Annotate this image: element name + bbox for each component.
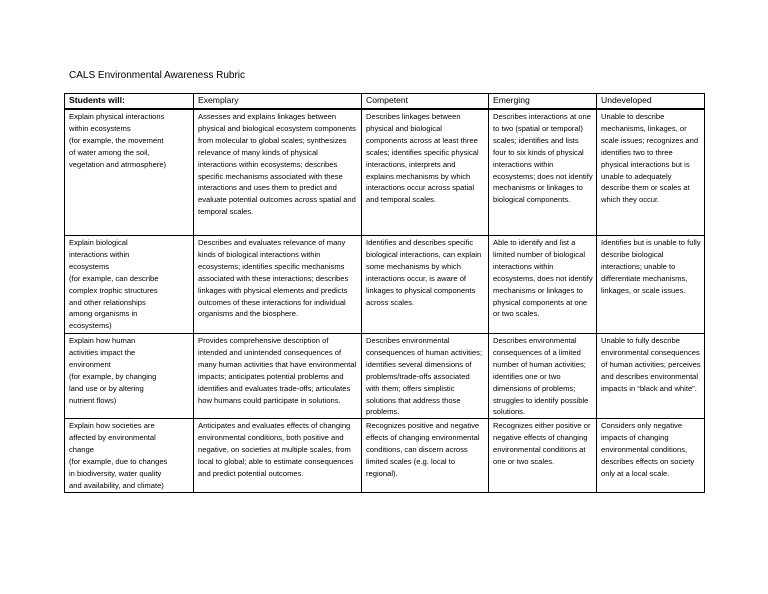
criterion-line: and other relationships bbox=[69, 297, 146, 307]
cell-competent: Describes linkages between physical and biological components across at least three scales; identifies specific physical interactions, interprets and explains mechanisms by which interactions occur across spatial and temporal scales. bbox=[362, 109, 489, 236]
criterion-line: of water among the soil, bbox=[69, 147, 150, 157]
criterion-line: environment bbox=[69, 359, 111, 369]
criterion-line: land use or by altering bbox=[69, 383, 144, 393]
row-criterion bbox=[65, 236, 194, 334]
criterion-line: ecosystems) bbox=[69, 321, 112, 331]
criterion-line: Explain how human bbox=[69, 336, 136, 345]
cell-competent: Recognizes positive and negative effects of changing environmental conditions, can discern across limited scales (e.g. local to regional). bbox=[362, 419, 489, 492]
criterion-line: ecosystems bbox=[69, 261, 110, 271]
criterion-line: within ecosystems bbox=[69, 123, 131, 133]
criterion-line: complex trophic structures bbox=[69, 285, 158, 295]
header-students-will: Students will: bbox=[65, 94, 194, 110]
cell-emerging: Describes interactions at one to two (spatial or temporal) scales; identifies and lists four to six kinds of physical interactions within ecosystems; does not identify mechanisms or linkages to biological components. bbox=[489, 109, 597, 236]
row-criterion bbox=[65, 334, 194, 419]
criterion-line: nutrient flows) bbox=[69, 395, 117, 405]
criterion-line: change bbox=[69, 445, 94, 455]
cell-exemplary: Assesses and explains linkages between physical and biological ecosystem components from molecular to global scales; synthesizes relevance of many kinds of physical interactions within ecosystems; describes specific mechanisms associated with these interactions and uses them to predict and evaluate potential outcomes across spatial and temporal scales. bbox=[194, 109, 362, 236]
cell-competent: Describes environmental consequences of human activities; identifies several dimensions of problems/trade-offs associated with them; offers simplistic solutions that address those problems. bbox=[362, 334, 489, 419]
cell-exemplary: Anticipates and evaluates effects of changing environmental conditions, both positive and negative, on societies at multiple scales, from local to global; able to estimate consequences and predict potential outcomes. bbox=[194, 419, 362, 492]
rubric-table bbox=[64, 93, 705, 493]
criterion-line: (for example, can describe bbox=[69, 273, 159, 283]
header-exemplary: Exemplary bbox=[194, 94, 362, 110]
criterion-line: activities impact the bbox=[69, 347, 136, 357]
cell-emerging: Describes environmental consequences of a limited number of human activities; identifies one or two dimensions of problems; struggles to identify possible solutions. bbox=[489, 334, 597, 419]
criterion-line: vegetation and atrmosphere) bbox=[69, 159, 167, 169]
cell-undeveloped: Considers only negative impacts of changing environmental conditions, describes effects on society only at a local scale. bbox=[597, 419, 705, 492]
table-row bbox=[65, 334, 705, 419]
criterion-line: Explain biological bbox=[69, 238, 128, 247]
cell-undeveloped: Identifies but is unable to fully describe biological interactions; unable to differentiate mechanisms, linkages, or scale issues. bbox=[597, 236, 705, 334]
cell-competent: Identifies and describes specific biological interactions, can explain some mechanisms by which interactions occur, is aware of linkages to physical components across scales. bbox=[362, 236, 489, 334]
table-row bbox=[65, 236, 705, 334]
cell-exemplary: Describes and evaluates relevance of many kinds of biological interactions within ecosystems; identifies specific mechanisms associated with these interactions; describes linkages with physical elements and predicts outcomes of these interactions for individual organisms and the biosphere. bbox=[194, 236, 362, 334]
header-competent: Competent bbox=[362, 94, 489, 110]
table-row bbox=[65, 109, 705, 236]
table-header-row bbox=[65, 94, 705, 110]
document-title: CALS Environmental Awareness Rubric bbox=[69, 70, 246, 81]
cell-exemplary: Provides comprehensive description of intended and unintended consequences of many human activities that have environmental impacts; anticipates potential problems and identifies and evaluates trade-offs; articulates how humans could participate in solutions. bbox=[194, 334, 362, 419]
criterion-line: interactions within bbox=[69, 249, 130, 259]
table-row bbox=[65, 419, 705, 492]
row-criterion bbox=[65, 419, 194, 492]
criterion-line: Explain how societies are bbox=[69, 421, 155, 431]
criterion-line: in biodiversity, water quality bbox=[69, 468, 162, 478]
header-undeveloped: Undeveloped bbox=[597, 94, 705, 110]
cell-emerging: Recognizes either positive or negative effects of changing environmental conditions at one or two scales. bbox=[489, 419, 597, 492]
criterion-line: and availability, and climate) bbox=[69, 480, 164, 490]
criterion-line: affected by environmental bbox=[69, 433, 156, 443]
cell-undeveloped: Unable to describe mechanisms, linkages, or scale issues; recognizes and identifies two to three physical interactions but is unable to adequately describe them or scales at which they occur. bbox=[597, 109, 705, 236]
cell-undeveloped: Unable to fully describe environmental consequences of human activities; perceives and describes environmental impacts in “black and white”. bbox=[597, 334, 705, 419]
header-emerging: Emerging bbox=[489, 94, 597, 110]
cell-emerging: Able to identify and list a limited number of biological interactions within ecosystems, does not identify mechanisms or linkages to physical components at one or two scales. bbox=[489, 236, 597, 334]
criterion-line: Explain physical interactions bbox=[69, 112, 165, 121]
criterion-line: (for example, the movement bbox=[69, 135, 164, 145]
row-criterion bbox=[65, 109, 194, 236]
criterion-line: (for example, due to changes bbox=[69, 457, 168, 467]
criterion-line: (for example, by changing bbox=[69, 371, 157, 381]
criterion-line: among organisms in bbox=[69, 309, 138, 319]
